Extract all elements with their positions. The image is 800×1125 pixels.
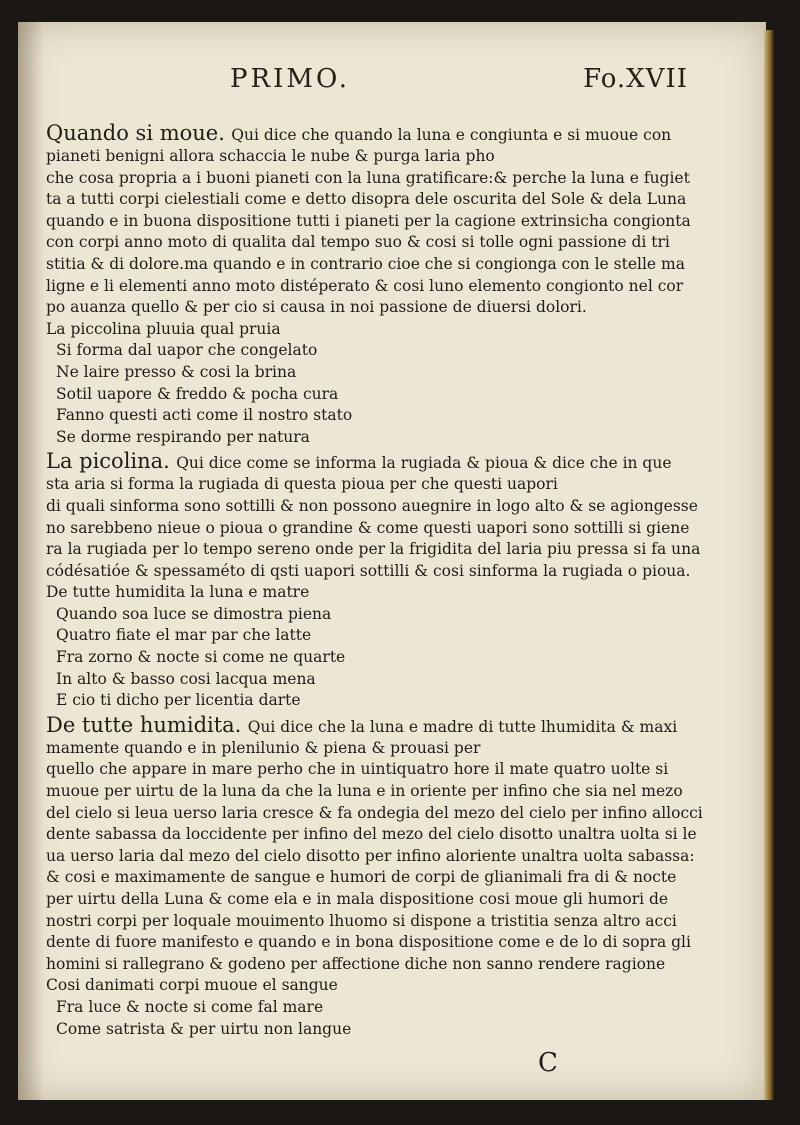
lemma: La picolina. [46,449,170,474]
verse-line: In alto & basso cosi lacqua mena [56,669,316,688]
commentary-line: nostri corpi per loquale mouimento lhuomo si dispone a tristitia senza altro acci [46,911,677,930]
commentary-line: & cosi e maximamente de sangue e humori de corpi de glianimali fra di & nocte [46,868,677,887]
commentary-line: stitia & di dolore.ma quando e in contrario cioe che si congionga con le stelle ma [46,254,685,273]
verse-line: Fanno questi acti come il nostro stato [56,406,353,425]
verse-line: Fra luce & nocte si come fal mare [56,997,324,1016]
lemma-gloss: Qui dice che quando la luna e congiunta e si muoue con [231,126,672,144]
commentary-lemma-line [46,712,710,738]
commentary-line: po auanza quello & per cio si causa in noi passione de diuersi dolori. [46,298,587,317]
commentary-line: mamente quando e in plenilunio & piena & prouasi per [46,738,481,757]
commentary-line: no sarebbeno nieue o pioua o grandine & come questi uapori sono sottilli si giene [46,518,690,537]
lemma-gloss: Qui dice che la luna e madre di tutte lhumidita & maxi [247,717,678,736]
verse-line: Cosi danimati corpi muoue el sangue [46,976,338,995]
lemma-gloss: Qui dice come se informa la rugiada & pioua & dice che in que [176,454,672,473]
commentary-line: ua uerso laria dal mezo del cielo disotto per infino aloriente unaltra uolta sabassa: [46,846,695,865]
verse-line: Ne laire presso & cosi la brina [56,362,297,381]
signature-mark: C [538,1048,558,1078]
verse-line: Sotil uapore & freddo & pocha cura [56,384,339,403]
commentary-line: ra la rugiada per lo tempo sereno onde per la frigidita del laria piu pressa si fa una [46,540,701,559]
folio-number: Fo.XVII [583,64,688,94]
commentary-line: del cielo si leua uerso laria cresce & fa ondegia del mezo del cielo per infino allocci [46,803,703,822]
lemma: De tutte humidita. [46,712,242,737]
lemma: Quando si moue. [46,121,225,145]
commentary-line: quello che appare in mare perho che in uintiquatro hore il mate quatro uolte si [46,760,669,779]
commentary-line: muoue per uirtu de la luna da che la luna e in oriente per infino che sia nel mezo [46,782,683,801]
commentary-line: con corpi anno moto di qualita dal tempo suo & cosi si tolle ogni passione di tri [46,233,670,252]
running-head [18,64,766,104]
commentary-line: dente sabassa da loccidente per infino del mezo del cielo disotto unaltra uolta si le [46,825,697,844]
commentary-line: che cosa propria a i buoni pianeti con la luna gratificare:& perche la luna e fugiet [46,168,690,187]
commentary-line: dente di fuore manifesto e quando e in bona dispositione come e de lo di sopra gli [46,933,691,952]
verse-line: Fra zorno & nocte si come ne quarte [56,648,346,667]
commentary-line: quando e in buona dispositione tutti i pianeti per la cagione extrinsicha congionta [46,211,691,230]
verse-line: E cio ti dicho per licentia darte [56,691,301,710]
verse-line: La piccolina pluuia qual pruia [46,319,281,338]
commentary-line: sta aria si forma la rugiada di questa pioua per che questi uapori [46,475,558,494]
commentary-line: homini si rallegrano & godeno per affectione diche non sanno rendere ragione [46,954,666,973]
commentary-line: códésatióe & spessaméto di qsti uapori sottilli & cosi sinforma la rugiada o pioua. [46,561,691,580]
commentary-lemma-line [46,448,710,474]
verse-line: De tutte humidita la luna e matre [46,583,310,602]
verse-line: Si forma dal uapor che congelato [56,341,318,360]
body-text [46,120,710,1040]
commentary-lemma-line [46,120,710,146]
commentary-line: pianeti benigni allora schaccia le nube & purga laria pho [46,147,495,165]
verse-line: Quatro fiate el mar par che latte [56,626,312,645]
commentary-line: ligne e li elementi anno moto distéperato & cosi luno elemento congionto nel cor [46,276,684,295]
page-edge [764,30,774,1100]
commentary-line: di quali sinforma sono sottilli & non possono auegnire in logo alto & se agiongesse [46,496,698,515]
book-page [18,22,766,1100]
verse-line: Come satrista & per uirtu non langue [56,1019,352,1038]
verse-line: Quando soa luce se dimostra piena [56,604,332,623]
verse-line: Se dorme respirando per natura [56,427,310,446]
commentary-line: ta a tutti corpi cielestiali come e detto disopra dele oscurita del Sole & dela Luna [46,190,687,209]
commentary-line: per uirtu della Luna & come ela e in mala dispositione cosi moue gli humori de [46,890,669,908]
running-title: PRIMO. [230,64,351,94]
